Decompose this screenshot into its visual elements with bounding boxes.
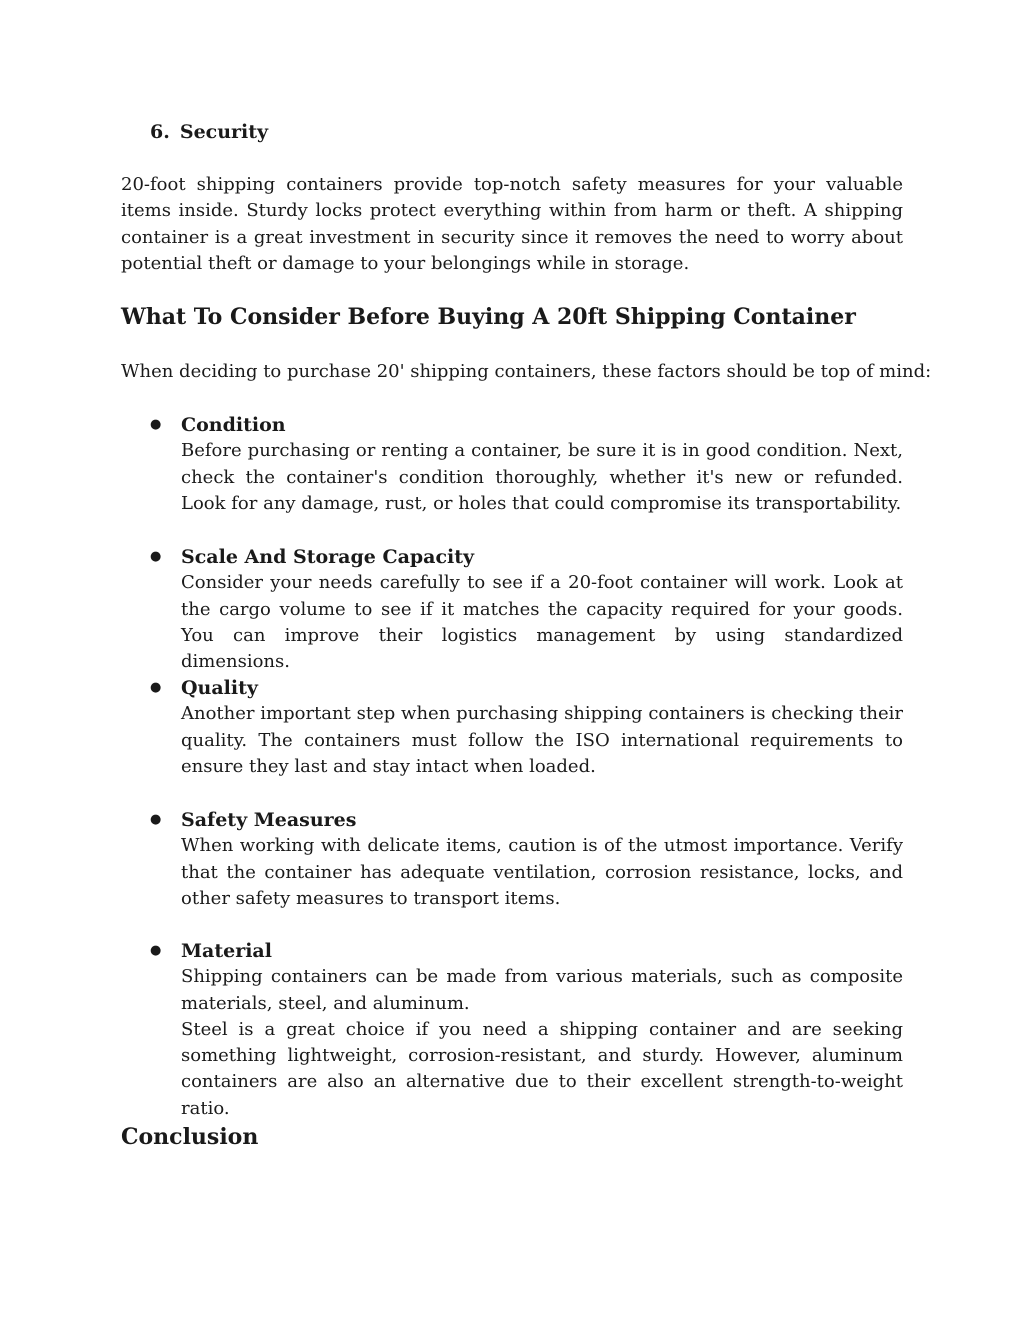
section-heading-consider: What To Consider Before Buying A 20ft Shipping Container <box>121 304 856 330</box>
list-item-body-continued: Steel is a great choice if you need a shipping container and are seeking something lightweight, corrosion-resistant, and sturdy. However, aluminum containers are also an alternative due to their excellent strength-to-weight ratio. <box>181 1018 903 1119</box>
bullet-icon: ● <box>150 549 162 564</box>
list-item-scale-capacity <box>150 544 903 675</box>
list-item-title: Safety Measures <box>181 809 357 831</box>
list-item-material <box>150 938 903 1122</box>
list-item-body: Before purchasing or renting a container, be sure it is in good condition. Next, check the container's condition thoroughly, whether it's new or refunded. Look for any damage, rust, or holes that could compromise its transportability. <box>181 440 903 514</box>
list-item-title: Material <box>181 940 272 962</box>
bullet-icon: ● <box>150 680 162 695</box>
list-item-quality <box>150 675 903 780</box>
section-heading-conclusion: Conclusion <box>121 1124 259 1150</box>
list-item-body: Another important step when purchasing shipping containers is checking their quality. The containers must follow the ISO international requirements to ensure they last and stay intact when loaded. <box>181 703 903 777</box>
list-item-title: Quality <box>181 677 258 699</box>
list-item-body: When working with delicate items, caution is of the utmost importance. Verify that the container has adequate ventilation, corrosion resistance, locks, and other safety measures to transport items. <box>181 835 903 909</box>
list-item-title: Condition <box>181 414 286 436</box>
bullet-icon: ● <box>150 812 162 827</box>
intro-paragraph: When deciding to purchase 20' shipping containers, these factors should be top of mind: <box>121 361 932 382</box>
bullet-icon: ● <box>150 417 162 432</box>
list-number: 6. <box>150 121 170 143</box>
list-item-safety-measures <box>150 807 903 912</box>
bullet-icon: ● <box>150 943 162 958</box>
security-paragraph: 20-foot shipping containers provide top-notch safety measures for your valuable items inside. Sturdy locks protect everything within from harm or theft. A shipping container is a great investment in security since it removes the need to worry about potential theft or damage to your belongings while in storage. <box>121 174 903 274</box>
list-item-condition <box>150 412 903 517</box>
list-item-title: Scale And Storage Capacity <box>181 546 475 568</box>
list-item-body: Shipping containers can be made from various materials, such as composite materials, steel, and aluminum. <box>181 966 903 1014</box>
numbered-heading-label: Security <box>179 121 269 143</box>
list-item-body: Consider your needs carefully to see if a 20-foot container will work. Look at the cargo volume to see if it matches the capacity required for your goods. You can improve their logistics management by using standardized dimensions. <box>181 572 903 673</box>
numbered-heading-security <box>150 119 268 145</box>
